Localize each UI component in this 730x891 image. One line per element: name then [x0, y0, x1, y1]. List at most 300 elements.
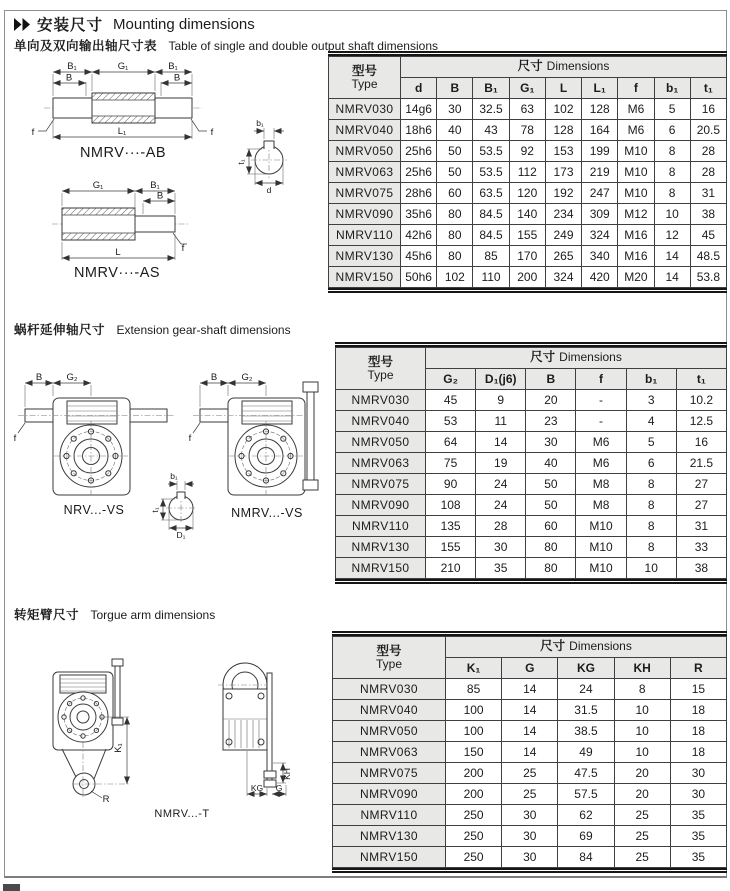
dim-label-kh: KH	[282, 768, 292, 780]
type-cell: NMRV090	[329, 204, 401, 225]
value-cell: 84	[558, 847, 614, 868]
type-cell: NMRV090	[333, 784, 446, 805]
column-header: t₁	[690, 78, 726, 99]
value-cell: -	[576, 390, 626, 411]
table-row	[333, 847, 727, 868]
page-title-en: Mounting dimensions	[113, 15, 255, 33]
table-row	[333, 763, 727, 784]
value-cell: 14	[654, 246, 690, 267]
page-title	[14, 13, 255, 35]
type-cell: NMRV030	[329, 99, 401, 120]
value-cell: 25	[502, 784, 558, 805]
table-row	[336, 390, 727, 411]
value-cell: 35h6	[401, 204, 437, 225]
value-cell: 31	[690, 183, 726, 204]
value-cell: 14	[502, 679, 558, 700]
value-cell: 5	[654, 99, 690, 120]
drawing-worm-section-d1	[150, 471, 196, 540]
value-cell: 25	[614, 826, 670, 847]
dim-label-b-vs: B	[35, 372, 43, 383]
table-row	[333, 679, 727, 700]
drawing-torque-front	[53, 659, 129, 805]
value-cell: 20	[614, 763, 670, 784]
table-row	[333, 700, 727, 721]
dimensions-header: 尺寸 Dimensions	[401, 57, 727, 78]
dim-label-b1-section: b₁	[256, 118, 264, 128]
type-cell: NMRV130	[329, 246, 401, 267]
column-header: G₂	[426, 369, 476, 390]
column-header: B₁	[473, 78, 509, 99]
value-cell: 18h6	[401, 120, 437, 141]
column-header: K₁	[446, 658, 502, 679]
table-row	[333, 742, 727, 763]
extension-dimensions-table	[335, 347, 727, 579]
value-cell: 200	[446, 784, 502, 805]
value-cell: 38	[676, 558, 726, 579]
type-cell: NMRV063	[336, 453, 426, 474]
heading-extension-cn: 蜗杆延伸轴尺寸	[14, 323, 106, 337]
column-header: KH	[614, 658, 670, 679]
table-row	[333, 805, 727, 826]
table-row	[333, 784, 727, 805]
value-cell: 128	[582, 99, 618, 120]
value-cell: M8	[576, 474, 626, 495]
type-cell: NMRV050	[329, 141, 401, 162]
table-row	[336, 453, 727, 474]
value-cell: 50	[526, 495, 576, 516]
table-row	[329, 99, 727, 120]
value-cell: M6	[618, 99, 654, 120]
value-cell: 30	[502, 805, 558, 826]
value-cell: 155	[509, 225, 545, 246]
table-row	[333, 826, 727, 847]
value-cell: 10	[614, 721, 670, 742]
value-cell: 309	[582, 204, 618, 225]
value-cell: 120	[509, 183, 545, 204]
value-cell: 47.5	[558, 763, 614, 784]
drawing-torque-side	[218, 663, 292, 796]
value-cell: M10	[618, 141, 654, 162]
value-cell: 8	[654, 162, 690, 183]
dim-label-b1-worm: b₁	[170, 471, 178, 481]
value-cell: 14	[654, 267, 690, 288]
dim-label-b-nmrv-vs: B	[210, 372, 218, 383]
value-cell: 80	[526, 558, 576, 579]
value-cell: 43	[473, 120, 509, 141]
table-row	[336, 558, 727, 579]
value-cell: 153	[545, 141, 581, 162]
value-cell: 102	[437, 267, 473, 288]
value-cell: 85	[473, 246, 509, 267]
value-cell: 14	[476, 432, 526, 453]
extension-shaft-drawings	[10, 368, 330, 568]
value-cell: 53.5	[473, 141, 509, 162]
page-footer-mark	[3, 884, 20, 891]
value-cell: 200	[446, 763, 502, 784]
value-cell: 14	[502, 742, 558, 763]
type-cell: NMRV040	[329, 120, 401, 141]
type-cell: NMRV150	[333, 847, 446, 868]
value-cell: 3	[626, 390, 676, 411]
dimensions-header: 尺寸 Dimensions	[426, 348, 727, 369]
value-cell: 28	[690, 141, 726, 162]
torque-dimensions-table	[332, 636, 727, 868]
type-cell: NMRV075	[336, 474, 426, 495]
value-cell: 234	[545, 204, 581, 225]
value-cell: 35	[476, 558, 526, 579]
column-header: L₁	[582, 78, 618, 99]
value-cell: 108	[426, 495, 476, 516]
type-cell: NMRV030	[336, 390, 426, 411]
value-cell: 24	[476, 474, 526, 495]
value-cell: 62	[558, 805, 614, 826]
value-cell: 19	[476, 453, 526, 474]
table-row	[329, 141, 727, 162]
value-cell: 10.2	[676, 390, 726, 411]
value-cell: 20	[526, 390, 576, 411]
value-cell: 30	[437, 99, 473, 120]
value-cell: 10	[626, 558, 676, 579]
part-label-nmrv-as: NMRV···-AS	[73, 265, 161, 281]
value-cell: -	[576, 411, 626, 432]
value-cell: M10	[576, 558, 626, 579]
value-cell: 249	[545, 225, 581, 246]
shaft-dimensions-table-wrap	[328, 51, 727, 293]
value-cell: 45h6	[401, 246, 437, 267]
value-cell: M8	[576, 495, 626, 516]
value-cell: M10	[618, 183, 654, 204]
dim-label-b1-as: B₁	[150, 180, 160, 191]
value-cell: 420	[582, 267, 618, 288]
heading-torque-en: Torgue arm dimensions	[90, 608, 216, 622]
dim-label-g: G	[275, 783, 283, 793]
table-row	[329, 183, 727, 204]
value-cell: 219	[582, 162, 618, 183]
dimensions-header: 尺寸 Dimensions	[446, 637, 727, 658]
value-cell: 12.5	[676, 411, 726, 432]
table-row	[329, 162, 727, 183]
type-header: 型号 Type	[333, 637, 446, 679]
value-cell: 48.5	[690, 246, 726, 267]
table-row	[329, 204, 727, 225]
column-header: G₁	[509, 78, 545, 99]
value-cell: 24	[558, 679, 614, 700]
value-cell: 164	[582, 120, 618, 141]
dim-label-g1-as: G₁	[92, 180, 104, 191]
column-header: d	[401, 78, 437, 99]
table-row	[336, 411, 727, 432]
value-cell: 53.5	[473, 162, 509, 183]
value-cell: M10	[576, 516, 626, 537]
value-cell: 63.5	[473, 183, 509, 204]
dim-label-f-nmrv-vs: f	[188, 433, 192, 444]
column-header: B	[526, 369, 576, 390]
dim-label-g2-nmrv-vs: G₂	[241, 372, 253, 383]
value-cell: 21.5	[676, 453, 726, 474]
value-cell: 5	[626, 432, 676, 453]
value-cell: 324	[545, 267, 581, 288]
value-cell: 30	[670, 784, 726, 805]
dim-label-kg: KG	[250, 783, 264, 793]
heading-extension-en: Extension gear-shaft dimensions	[116, 323, 291, 337]
dim-label-l1: L₁	[117, 126, 127, 137]
value-cell: 265	[545, 246, 581, 267]
value-cell: 84.5	[473, 204, 509, 225]
value-cell: 20	[614, 784, 670, 805]
type-cell: NMRV063	[329, 162, 401, 183]
value-cell: 42h6	[401, 225, 437, 246]
type-cell: NMRV040	[336, 411, 426, 432]
value-cell: 9	[476, 390, 526, 411]
dim-label-b-as: B	[156, 190, 164, 202]
value-cell: 92	[509, 141, 545, 162]
value-cell: 324	[582, 225, 618, 246]
column-header: G	[502, 658, 558, 679]
value-cell: 8	[626, 516, 676, 537]
value-cell: 12	[654, 225, 690, 246]
drawing-shaft-section-d	[236, 118, 287, 195]
type-cell: NMRV150	[336, 558, 426, 579]
dim-label-f-vs: f	[13, 433, 17, 444]
value-cell: 18	[670, 700, 726, 721]
value-cell: 100	[446, 721, 502, 742]
page-title-cn: 安装尺寸	[37, 17, 104, 34]
value-cell: 90	[426, 474, 476, 495]
dim-label-d1-worm: D₁	[176, 530, 186, 540]
value-cell: 80	[437, 204, 473, 225]
type-cell: NMRV040	[333, 700, 446, 721]
section-marker-icon	[14, 18, 31, 31]
value-cell: M16	[618, 246, 654, 267]
value-cell: 63	[509, 99, 545, 120]
drawing-nmrv-as	[52, 180, 188, 281]
value-cell: 150	[446, 742, 502, 763]
value-cell: 40	[437, 120, 473, 141]
part-label-nmrv-ab: NMRV···-AB	[79, 145, 167, 161]
value-cell: M10	[576, 537, 626, 558]
value-cell: 31	[676, 516, 726, 537]
value-cell: 25h6	[401, 162, 437, 183]
value-cell: 100	[446, 700, 502, 721]
value-cell: 16	[676, 432, 726, 453]
table-row	[336, 474, 727, 495]
value-cell: 85	[446, 679, 502, 700]
dim-label-f-right: f	[210, 127, 214, 138]
value-cell: 102	[545, 99, 581, 120]
value-cell: 45	[426, 390, 476, 411]
column-header: D₁(j6)	[476, 369, 526, 390]
value-cell: 8	[626, 474, 676, 495]
value-cell: 247	[582, 183, 618, 204]
table-row	[333, 721, 727, 742]
value-cell: 192	[545, 183, 581, 204]
value-cell: 210	[426, 558, 476, 579]
dim-label-t1-section: t₁	[236, 159, 246, 165]
section-heading-extension	[14, 320, 291, 339]
output-shaft-drawings	[10, 52, 328, 292]
value-cell: 64	[426, 432, 476, 453]
value-cell: 35	[670, 826, 726, 847]
value-cell: 16	[690, 99, 726, 120]
value-cell: 10	[614, 742, 670, 763]
value-cell: 30	[670, 763, 726, 784]
value-cell: 27	[676, 495, 726, 516]
value-cell: 30	[502, 847, 558, 868]
value-cell: M16	[618, 225, 654, 246]
value-cell: 18	[670, 742, 726, 763]
value-cell: 30	[526, 432, 576, 453]
torque-dimensions-table-wrap	[332, 631, 727, 873]
value-cell: 80	[437, 225, 473, 246]
value-cell: 60	[526, 516, 576, 537]
column-header: B	[437, 78, 473, 99]
value-cell: 53	[426, 411, 476, 432]
part-label-nmrv-vs: NMRV...-VS	[231, 506, 303, 520]
value-cell: 340	[582, 246, 618, 267]
value-cell: 50	[437, 162, 473, 183]
type-cell: NMRV075	[329, 183, 401, 204]
value-cell: 53.8	[690, 267, 726, 288]
dim-label-d-section: d	[266, 185, 272, 195]
table-row	[329, 225, 727, 246]
value-cell: 69	[558, 826, 614, 847]
value-cell: 38.5	[558, 721, 614, 742]
value-cell: 155	[426, 537, 476, 558]
value-cell: 10	[614, 700, 670, 721]
value-cell: 135	[426, 516, 476, 537]
value-cell: 112	[509, 162, 545, 183]
value-cell: 80	[437, 246, 473, 267]
table-row	[329, 267, 727, 288]
type-cell: NMRV050	[333, 721, 446, 742]
value-cell: 50	[526, 474, 576, 495]
value-cell: 45	[690, 225, 726, 246]
value-cell: 18	[670, 721, 726, 742]
drawing-nrv-vs	[14, 372, 174, 517]
value-cell: 30	[502, 826, 558, 847]
dim-label-f-left: f	[31, 127, 35, 138]
value-cell: 78	[509, 120, 545, 141]
value-cell: 11	[476, 411, 526, 432]
table-row	[336, 495, 727, 516]
dim-label-r: R	[102, 794, 110, 805]
value-cell: 250	[446, 847, 502, 868]
dim-label-g2-vs: G₂	[66, 372, 78, 383]
type-cell: NMRV130	[336, 537, 426, 558]
table-row	[336, 516, 727, 537]
type-header: 型号 Type	[329, 57, 401, 99]
type-cell: NMRV110	[336, 516, 426, 537]
value-cell: 170	[509, 246, 545, 267]
value-cell: 15	[670, 679, 726, 700]
value-cell: 4	[626, 411, 676, 432]
value-cell: M10	[618, 162, 654, 183]
type-header: 型号 Type	[336, 348, 426, 390]
value-cell: 38	[690, 204, 726, 225]
value-cell: 14	[502, 721, 558, 742]
type-cell: NMRV050	[336, 432, 426, 453]
column-header: f	[576, 369, 626, 390]
table-row	[336, 432, 727, 453]
value-cell: 35	[670, 847, 726, 868]
value-cell: 110	[473, 267, 509, 288]
type-cell: NMRV110	[333, 805, 446, 826]
section-heading-torque	[14, 605, 215, 624]
value-cell: 10	[654, 204, 690, 225]
dim-label-b1: B₁	[67, 61, 77, 72]
value-cell: 8	[654, 183, 690, 204]
value-cell: 8	[614, 679, 670, 700]
dim-label-l-as: L	[115, 247, 121, 258]
value-cell: 14g6	[401, 99, 437, 120]
value-cell: 31.5	[558, 700, 614, 721]
extension-dimensions-table-wrap	[335, 342, 727, 584]
dim-label-t1-worm: t₁	[150, 507, 160, 513]
dim-label-g1: G₁	[117, 61, 129, 72]
heading-torque-cn: 转矩臂尺寸	[14, 608, 80, 622]
value-cell: 250	[446, 805, 502, 826]
part-label-nrv-vs: NRV...-VS	[63, 503, 125, 517]
value-cell: 57.5	[558, 784, 614, 805]
drawing-nmrv-ab	[32, 61, 214, 161]
dim-label-b1: B₁	[168, 61, 178, 72]
value-cell: 80	[526, 537, 576, 558]
type-cell: NMRV063	[333, 742, 446, 763]
value-cell: 200	[509, 267, 545, 288]
type-cell: NMRV150	[329, 267, 401, 288]
table-row	[336, 537, 727, 558]
value-cell: 24	[476, 495, 526, 516]
heading-shaft-cn: 单向及双向输出轴尺寸表	[14, 39, 158, 53]
value-cell: 8	[654, 141, 690, 162]
value-cell: 49	[558, 742, 614, 763]
value-cell: 30	[476, 537, 526, 558]
table-row	[329, 246, 727, 267]
value-cell: 140	[509, 204, 545, 225]
type-cell: NMRV075	[333, 763, 446, 784]
value-cell: 50	[437, 141, 473, 162]
part-label-nmrv-t: NMRV...-T	[154, 808, 210, 820]
value-cell: 35	[670, 805, 726, 826]
value-cell: M6	[576, 432, 626, 453]
column-header: L	[545, 78, 581, 99]
value-cell: 50h6	[401, 267, 437, 288]
value-cell: 28	[476, 516, 526, 537]
shaft-dimensions-table	[328, 56, 727, 288]
column-header: b₁	[626, 369, 676, 390]
type-cell: NMRV130	[333, 826, 446, 847]
heading-shaft-en: Table of single and double output shaft dimensions	[168, 39, 438, 53]
value-cell: M6	[576, 453, 626, 474]
type-cell: NMRV090	[336, 495, 426, 516]
value-cell: 25	[614, 805, 670, 826]
dim-label-f-as: f	[181, 243, 185, 254]
value-cell: 27	[676, 474, 726, 495]
column-header: t₁	[676, 369, 726, 390]
value-cell: 33	[676, 537, 726, 558]
value-cell: 75	[426, 453, 476, 474]
value-cell: 128	[545, 120, 581, 141]
drawing-nmrv-vs	[189, 372, 318, 520]
value-cell: 32.5	[473, 99, 509, 120]
value-cell: 23	[526, 411, 576, 432]
value-cell: 250	[446, 826, 502, 847]
value-cell: M20	[618, 267, 654, 288]
value-cell: M6	[618, 120, 654, 141]
value-cell: 6	[654, 120, 690, 141]
value-cell: 6	[626, 453, 676, 474]
value-cell: 173	[545, 162, 581, 183]
